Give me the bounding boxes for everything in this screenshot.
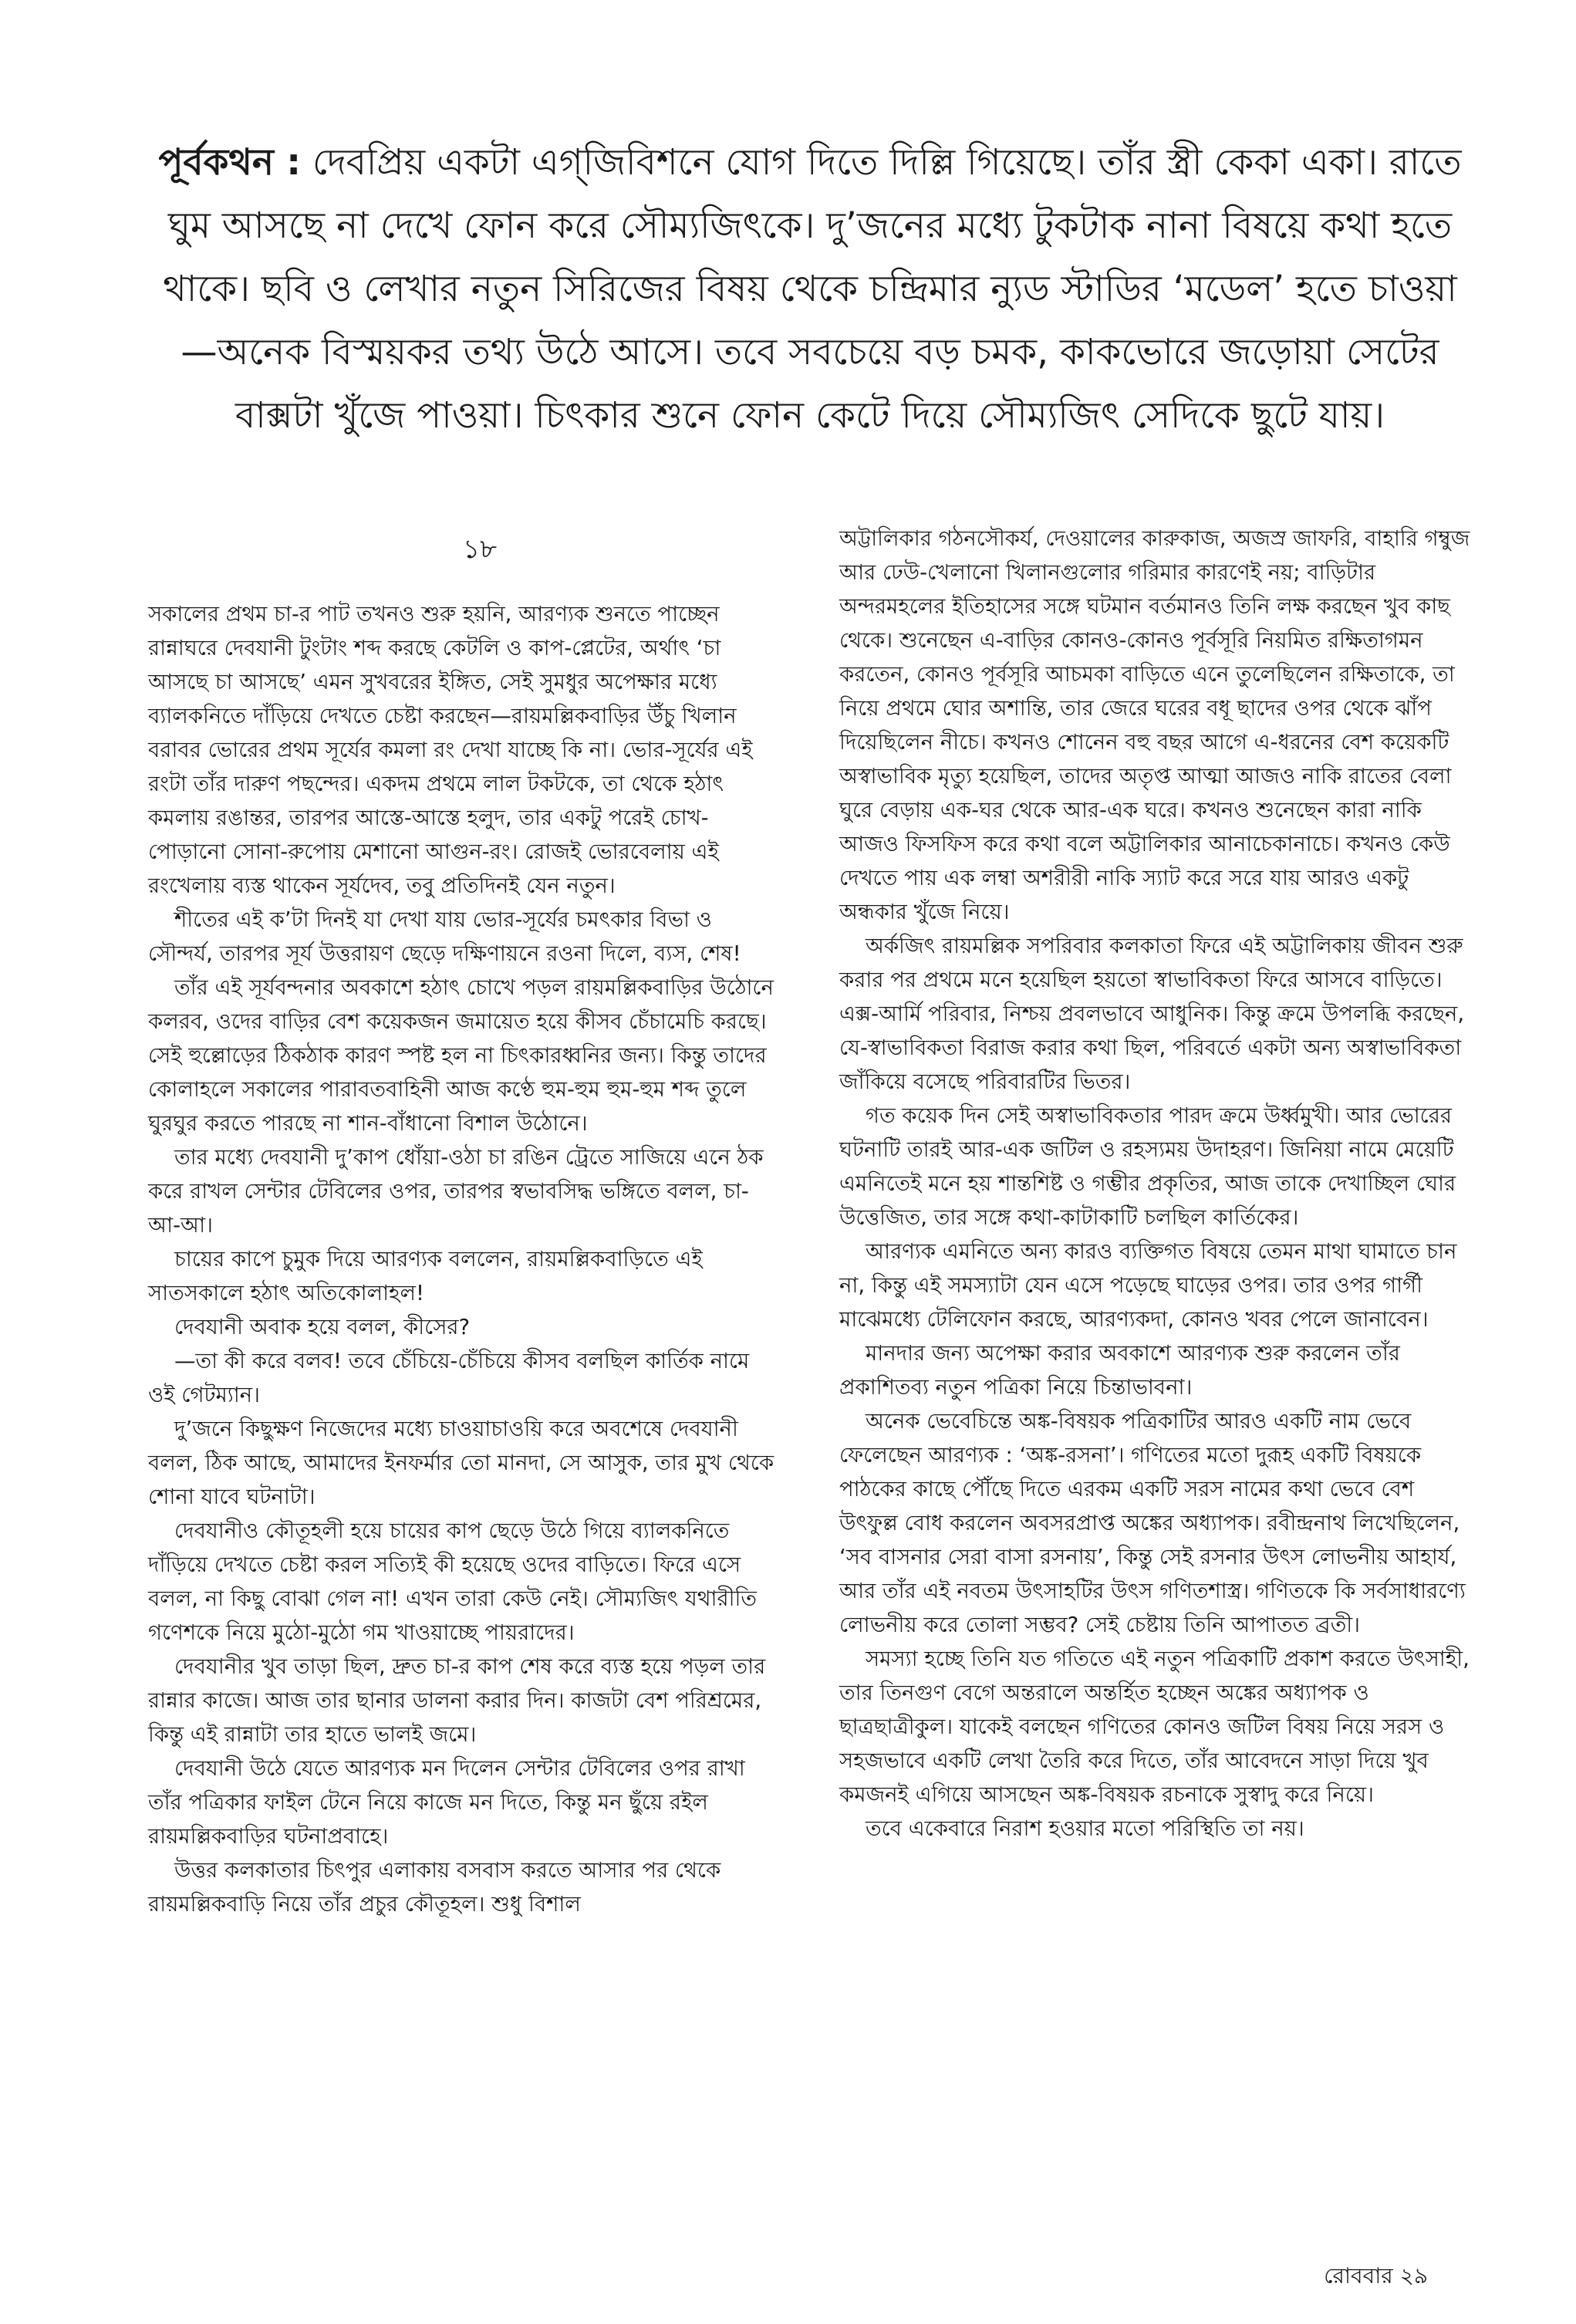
right-paragraph: অর্কজিৎ রায়মল্লিক সপরিবার কলকাতা ফিরে এই অট্টালিকায় জীবন শুরু করার পর প্রথমে মনে হয়েছিল হয়তো স্বাভাবিকতা ফিরে আসবে বাড়িতে। এক্স-আর্মি পরিবার, নিশ্চয় প্রবলভাবে আধুনিক। কিন্তু ক্রমে উপলব্ধি করছেন, যে-স্বাভাবিকতা বিরাজ করার কথা ছিল, পরিবর্তে একটা অন্য অস্বাভাবিকতা জাঁকিয়ে বসেছে পরিবারটির ভিতর। [839, 934, 1465, 1094]
left-paragraph: তার মধ্যে দেবযানী দু’কাপ ধোঁয়া-ওঠা চা রঙিন ট্রেতে সাজিয়ে এনে ঠক করে রাখল সেন্টার টেবিলের ওপর, তারপর স্বভাবসিদ্ধ ভঙ্গিতে বলল, চা-আ-আ। [148, 1145, 764, 1238]
left-paragraph: সকালের প্রথম চা-র পাট তখনও শুরু হয়নি, আরণ্যক শুনতে পাচ্ছেন রান্নাঘরে দেবযানী টুংটাং শব্দ করছে কেটলি ও কাপ-প্লেটের, অর্থাৎ ‘চা আসছে চা আসছে’ এমন সুখবরের ইঙ্গিত, সেই সুমধুর অপেক্ষার মধ্যে ব্যালকনিতে দাঁড়িয়ে দেখতে চেষ্টা করছেন—রায়মল্লিকবাড়ির উঁচু খিলান বরাবর ভোরের প্রথম সূর্যের কমলা রং দেখা যাচ্ছে কি না। ভোর-সূর্যের এই রংটা তাঁর দারুণ পছন্দের। একদম প্রথমে লাল টকটকে, তা থেকে হঠাৎ কমলায় রঙান্তর, তারপর আস্তে-আস্তে হলুদ, তার একটু পরেই চোখ-পোড়ানো সোনা-রুপোয় মেশানো আগুন-রং। রোজই ভোরবেলায় এই রংখেলায় ব্যস্ত থাকেন সূর্যদেব, তবু প্রতিদিনই যেন নতুন। [148, 602, 753, 898]
left-paragraph: দেবযানীও কৌতূহলী হয়ে চায়ের কাপ ছেড়ে উঠে গিয়ে ব্যালকনিতে দাঁড়িয়ে দেখতে চেষ্টা করল সত্যিই কী হয়েছে ওদের বাড়িতে। ফিরে এসে বলল, না কিছু বোঝা গেল না! এখন তারা কেউ নেই। সৌম্যজিৎ যথারীতি গণেশকে নিয়ে মুঠো-মুঠো গম খাওয়াচ্ছে পায়রাদের। [148, 1518, 758, 1645]
left-paragraph: শীতের এই ক’টা দিনই যা দেখা যায় ভোর-সূর্যের চমৎকার বিভা ও সৌন্দর্য, তারপর সূর্য উত্তরায়ণ ছেড়ে দক্ষিণায়নে রওনা দিলে, ব্যস, শেষ! [148, 907, 741, 966]
chapter-number: ১৮ [462, 534, 498, 565]
page-folio: রোববার ২৯ [1324, 2263, 1428, 2289]
right-paragraph: অট্টালিকার গঠনসৌকর্য, দেওয়ালের কারুকাজ, অজস্র জাফরি, বাহারি গম্বুজ আর ঢেউ-খেলানো খিলানগুলোর গরিমার কারণেই নয়; বাড়িটার অন্দরমহলের ইতিহাসের সঙ্গে ঘটমান বর্তমানও তিনি লক্ষ করছেন খুব কাছ থেকে। শুনেছেন এ-বাড়ির কোনও-কোনও পূর্বসূরি নিয়মিত রক্ষিতাগমন করতেন, কোনও পূর্বসূরি আচমকা বাড়িতে এনে তুলেছিলেন রক্ষিতাকে, তা নিয়ে প্রথমে ঘোর অশান্তি, তার জেরে ঘরের বধূ ছাদের ওপর থেকে ঝাঁপ দিয়েছিলেন নীচে। কখনও শোনেন বহু বছর আগে এ-ধরনের বেশ কয়েকটি অস্বাভাবিক মৃত্যু হয়েছিল, তাদের অতৃপ্ত আত্মা আজও নাকি রাতের বেলা ঘুরে বেড়ায় এক-ঘর থেকে আর-এক ঘরে। কখনও শুনেছেন কারা নাকি আজও ফিসফিস করে কথা বলে অট্টালিকার আনাচেকানাচে। কখনও কেউ দেখতে পায় এক লম্বা অশরীরী নাকি স্যাট করে সরে যায় আরও একটু অন্ধকার খুঁজে নিয়ে। [839, 526, 1470, 924]
right-paragraph: সমস্যা হচ্ছে তিনি যত গতিতে এই নতুন পত্রিকাটি প্রকাশ করতে উৎসাহী, তার তিনগুণ বেগে অন্তরালে অন্তর্হিত হচ্ছেন অঙ্কের অধ্যাপক ও ছাত্রছাত্রীকুল। যাকেই বলছেন গণিতের কোনও জটিল বিষয় নিয়ে সরস ও সহজভাবে একটি লেখা তৈরি করে দিতে, তাঁর আবেদনে সাড়া দিয়ে খুব কমজনই এগিয়ে আসছেন অঙ্ক-বিষয়ক রচনাকে সুস্বাদু করে নিয়ে। [839, 1647, 1470, 1807]
left-paragraph: চায়ের কাপে চুমুক দিয়ে আরণ্যক বললেন, রায়মল্লিকবাড়িতে এই সাতসকালে হঠাৎ অতিকোলাহল! [148, 1247, 703, 1306]
left-paragraph: দু’জনে কিছুক্ষণ নিজেদের মধ্যে চাওয়াচাওয়ি করে অবশেষে দেবযানী বলল, ঠিক আছে, আমাদের ইনফর্মার তো মানদা, সে আসুক, তার মুখ থেকে শোনা যাবে ঘটনাটা। [148, 1417, 775, 1509]
right-paragraph: তবে একেবারে নিরাশ হওয়ার মতো পরিস্থিতি তা নয়। [866, 1816, 1304, 1841]
left-paragraph: —তা কী করে বলব! তবে চেঁচিয়ে-চেঁচিয়ে কীসব বলছিল কার্তিক নামে ওই গেটম্যান। [148, 1349, 750, 1407]
left-paragraph: দেবযানী অবাক হয়ে বলল, কীসের? [174, 1315, 471, 1339]
right-column [839, 522, 1472, 1846]
right-paragraph: আরণ্যক এমনিতে অন্য কারও ব্যক্তিগত বিষয়ে তেমন মাথা ঘামাতে চান না, কিন্তু এই সমস্যাটা যেন এসে পড়েছে ঘাড়ের ওপর। তার ওপর গার্গী মাঝেমধ্যে টেলিফোন করছে, আরণ্যকদা, কোনও খবর পেলে জানাবেন। [839, 1239, 1457, 1332]
recap-lead: পূর্বকথন : [158, 141, 302, 184]
right-paragraph: মানদার জন্য অপেক্ষা করার অবকাশে আরণ্যক শুরু করলেন তাঁর প্রকাশিতব্য নতুন পত্রিকা নিয়ে চিন্তাভাবনা। [839, 1341, 1400, 1400]
recap-text: দেবপ্রিয় একটা এগ্‌জিবিশনে যোগ দিতে দিল্লি গিয়েছে। তাঁর স্ত্রী কেকা একা। রাতে ঘুম আসছে না দেখে ফোন করে সৌম্যজিৎকে। দু’জনের মধ্যে টুকটাক নানা বিষয়ে কথা হতে থাকে। ছবি ও লেখার নতুন সিরিজের বিষয় থেকে চন্দ্রিমার ন্যুড স্টাডির ‘মডেল’ হতে চাওয়া—অনেক বিস্ময়কর তথ্য উঠে আসে। তবে সবচেয়ে বড় চমক, কাকভোরে জড়োয়া সেটের বাক্সটা খুঁজে পাওয়া। চিৎকার শুনে ফোন কেটে দিয়ে সৌম্যজিৎ সেদিকে ছুটে যায়। [163, 141, 1462, 437]
left-paragraph: দেবযানীর খুব তাড়া ছিল, দ্রুত চা-র কাপ শেষ করে ব্যস্ত হয়ে পড়ল তার রান্নার কাজে। আজ তার ছানার ডালনা করার দিন। কাজটা বেশ পরিশ্রমের, কিন্তু এই রান্নাটা তার হাতে ভালই জমে। [148, 1654, 766, 1747]
left-paragraph: তাঁর এই সূর্যবন্দনার অবকাশে হঠাৎ চোখে পড়ল রায়মল্লিকবাড়ির উঠোনে কলরব, ওদের বাড়ির বেশ কয়েকজন জমায়েত হয়ে কীসব চেঁচামেচি করছে। সেই হুল্লোড়ের ঠিকঠাক কারণ স্পষ্ট হল না চিৎকারধ্বনির জন্য। কিন্তু তাদের কোলাহলে সকালের পারাবতবাহিনী আজ কণ্ঠে হুম-হুম হুম-হুম শব্দ তুলে ঘুরঘুর করতে পারছে না শান-বাঁধানো বিশাল উঠোনে। [148, 975, 774, 1136]
recap-paragraph [154, 131, 1466, 448]
left-column [148, 532, 781, 1921]
left-paragraph: উত্তর কলকাতার চিৎপুর এলাকায় বসবাস করতে আসার পর থেকে রায়মল্লিকবাড়ি নিয়ে তাঁর প্রচুর কৌতূহল। শুধু বিশাল [148, 1858, 721, 1917]
right-paragraph: গত কয়েক দিন সেই অস্বাভাবিকতার পারদ ক্রমে উর্ধ্বমুখী। আর ভোরের ঘটনাটি তারই আর-এক জটিল ও রহস্যময় উদাহরণ। জিনিয়া নামে মেয়েটি এমনিতেই মনে হয় শান্তশিষ্ট ও গম্ভীর প্রকৃতির, আজ তাকে দেখাচ্ছিল ঘোর উত্তেজিত, তার সঙ্গে কথা-কাটাকাটি চলছিল কার্তিকের। [839, 1103, 1456, 1230]
right-paragraph: অনেক ভেবেচিন্তে অঙ্ক-বিষয়ক পত্রিকাটির আরও একটি নাম ভেবে ফেলেছেন আরণ্যক : ‘অঙ্ক-রসনা’। গণিতের মতো দুরূহ একটি বিষয়কে পাঠকের কাছে পৌঁছে দিতে এরকম একটি সরস নামের কথা ভেবে বেশ উৎফুল্ল বোধ করলেন অবসরপ্রাপ্ত অঙ্কের অধ্যাপক। রবীন্দ্রনাথ লিখেছিলেন, ‘সব বাসনার সেরা বাসা রসনায়’, কিন্তু সেই রসনার উৎস লোভনীয় আহার্য, আর তাঁর এই নবতম উৎসাহটির উৎস গণিতশাস্ত্র। গণিতকে কি সর্বসাধারণ্যে লোভনীয় করে তোলা সম্ভব? সেই চেষ্টায় তিনি আপাতত ব্রতী। [839, 1409, 1466, 1637]
left-paragraph: দেবযানী উঠে যেতে আরণ্যক মন দিলেন সেন্টার টেবিলের ওপর রাখা তাঁর পত্রিকার ফাইল টেনে নিয়ে কাজে মন দিতে, কিন্তু মন ছুঁয়ে রইল রায়মল্লিকবাড়ির ঘটনাপ্রবাহে। [148, 1756, 745, 1849]
